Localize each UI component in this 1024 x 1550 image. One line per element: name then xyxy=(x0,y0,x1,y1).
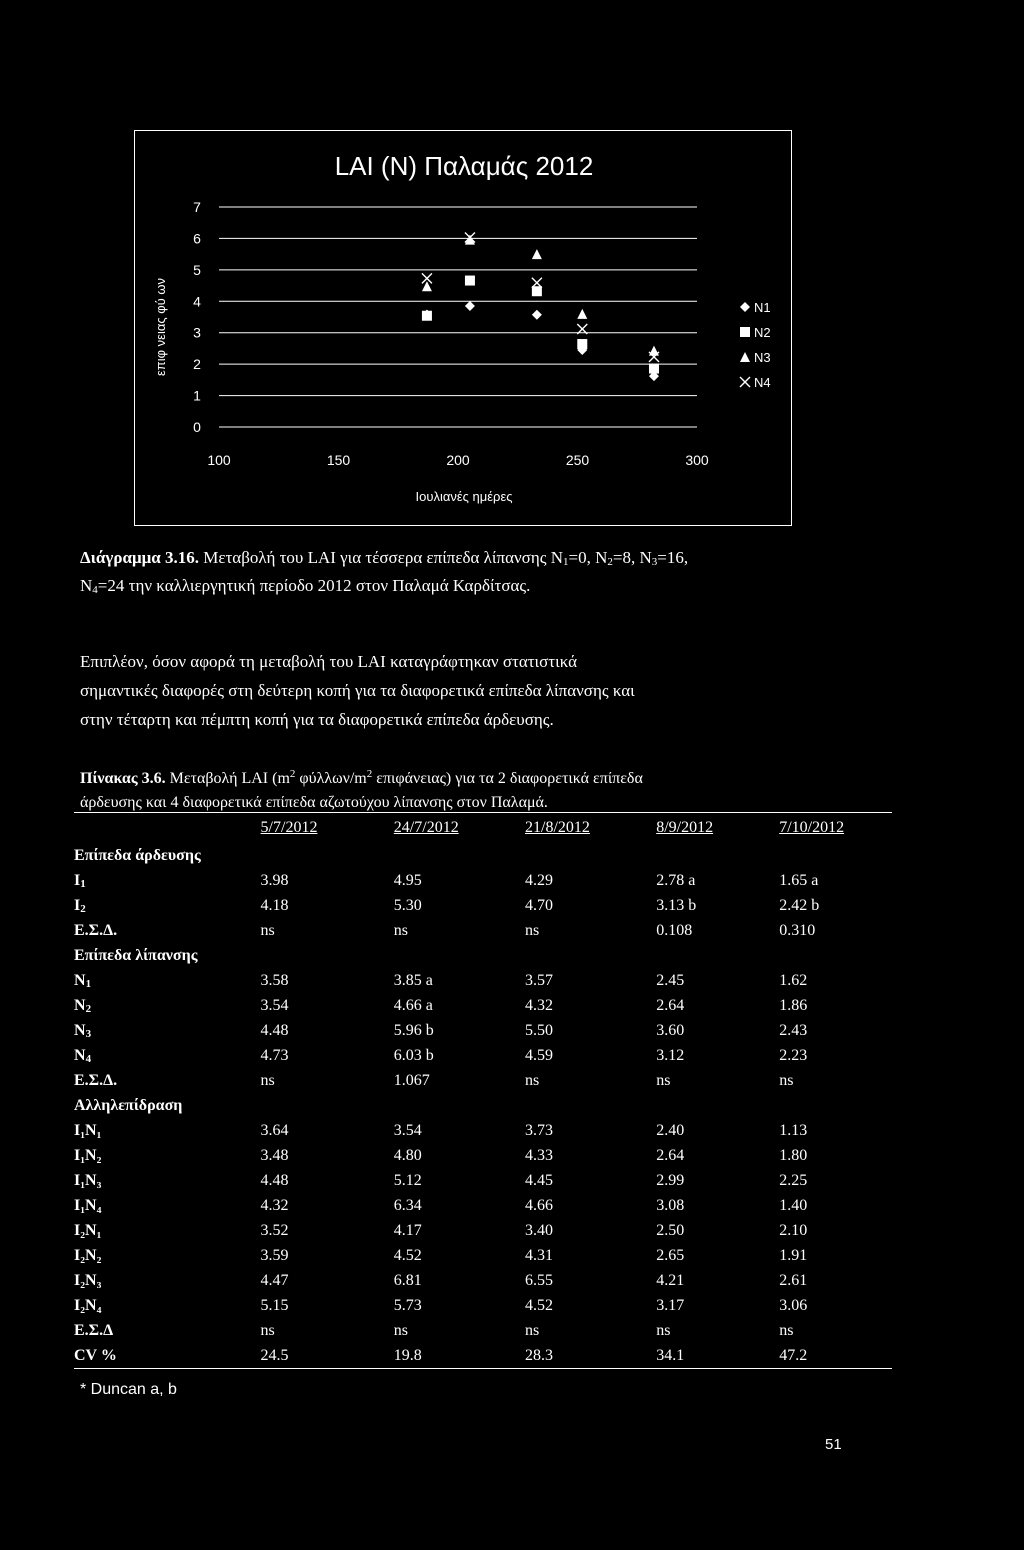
table-cell: 3.60 xyxy=(656,1021,685,1039)
table-row xyxy=(74,1068,892,1093)
table-body xyxy=(74,843,892,1369)
y-tick-label: 0 xyxy=(193,419,201,435)
table-cell: 4.48 xyxy=(260,1021,289,1039)
x-tick-label: 300 xyxy=(685,452,709,468)
row-label-sub: 1 xyxy=(80,877,86,890)
table-cell: 3.54 xyxy=(393,1121,422,1139)
n2-point xyxy=(465,276,475,286)
row-label xyxy=(74,1043,261,1068)
table-row xyxy=(74,868,892,893)
table-cell: 2.61 xyxy=(779,1271,808,1289)
table-row xyxy=(74,1318,892,1343)
row-label-text: N xyxy=(74,996,86,1014)
table-cell: 3.85 a xyxy=(393,971,433,989)
table-cell: 2.64 xyxy=(656,996,685,1014)
table-cell: 3.13 b xyxy=(656,896,697,914)
table-row xyxy=(74,1293,892,1318)
chart-caption-text: =24 την καλλιεργητική περίοδο 2012 στον Παλαμά Καρδίτσας. xyxy=(97,576,531,595)
n1-point xyxy=(740,302,750,312)
table-cell: 2.23 xyxy=(779,1046,808,1064)
table-cell: 5.30 xyxy=(393,896,422,914)
table-cell: 4.59 xyxy=(525,1046,553,1064)
footnote: * Duncan a, b xyxy=(80,1381,177,1398)
table-cell: 1.86 xyxy=(779,996,808,1014)
table-row xyxy=(74,1018,892,1043)
row-label xyxy=(74,1343,261,1369)
table-section-row xyxy=(74,943,892,968)
table-caption-text: Μεταβολή LAI (m xyxy=(169,770,290,787)
row-label xyxy=(74,968,261,993)
row-label-sub: 2 xyxy=(80,902,86,915)
row-label xyxy=(74,1218,261,1243)
table-row xyxy=(74,1243,892,1268)
table-row xyxy=(74,1118,892,1143)
row-label-text: I₂N₃ xyxy=(74,1271,102,1289)
table-cell: 4.18 xyxy=(260,896,289,914)
table-cell: 5.73 xyxy=(393,1296,422,1314)
table-cell: 4.48 xyxy=(260,1171,289,1189)
caption-sub: 2 xyxy=(607,556,613,568)
table-cell: 0.310 xyxy=(779,921,816,939)
table-cell: 6.03 b xyxy=(393,1046,434,1064)
n2-point xyxy=(577,339,587,349)
table-cell: 6.81 xyxy=(393,1271,422,1289)
row-label-text: I₂N₂ xyxy=(74,1246,102,1264)
table-section-row xyxy=(74,843,892,868)
n2-point xyxy=(740,327,750,337)
column-header: 5/7/2012 xyxy=(261,813,394,844)
n3-point xyxy=(577,309,587,319)
y-tick-label: 5 xyxy=(193,261,201,278)
table-cell: 3.08 xyxy=(656,1196,685,1214)
table-cell: 4.32 xyxy=(525,996,553,1014)
x-axis-label: Ιουλιανές ημέρες xyxy=(415,489,513,504)
table-cell: 1.65 a xyxy=(779,871,819,889)
table-cell: ns xyxy=(779,1321,794,1339)
table-cell: 28.3 xyxy=(525,1343,656,1369)
table-row xyxy=(74,993,892,1018)
table-cell: ns xyxy=(260,1321,275,1339)
y-axis-label: επιφ νειας φύ ων xyxy=(153,277,168,377)
table-cell: 4.29 xyxy=(525,871,553,889)
row-label-text: N xyxy=(74,1021,86,1039)
n1-point xyxy=(532,310,542,320)
row-label-text: N xyxy=(74,1046,86,1064)
n2-point xyxy=(532,286,542,296)
row-label xyxy=(74,1293,261,1318)
row-label xyxy=(74,1193,261,1218)
chart-caption xyxy=(80,546,960,602)
chart-caption-text: =0, N xyxy=(568,548,608,567)
table-cell: 5.50 xyxy=(525,1021,553,1039)
row-label xyxy=(74,1168,261,1193)
table-cell: 1.62 xyxy=(779,971,808,989)
table-cell: 3.06 xyxy=(779,1296,808,1314)
n3-point xyxy=(740,352,750,362)
table-cell: 4.73 xyxy=(260,1046,289,1064)
row-label xyxy=(74,1018,261,1043)
row-label-sub: 3 xyxy=(85,1027,92,1040)
table-row xyxy=(74,1143,892,1168)
row-label-text: I₂N₄ xyxy=(74,1296,102,1314)
table-cell: 4.52 xyxy=(525,1296,553,1314)
table-cell: 2.43 xyxy=(779,1021,808,1039)
table-caption-label: Πίνακας 3.6. xyxy=(80,770,166,787)
chart-caption-text: Μεταβολή του LAI για τέσσερα επίπεδα λίπανσης N xyxy=(203,548,563,567)
table-cell: 1.13 xyxy=(779,1121,808,1139)
section-heading: Επίπεδα άρδευσης xyxy=(74,846,201,864)
row-label-text: N xyxy=(74,971,86,989)
table-cell: 1.40 xyxy=(779,1196,808,1214)
row-label xyxy=(74,1143,261,1168)
table-cell: 4.95 xyxy=(393,871,422,889)
y-tick-label: 4 xyxy=(193,293,201,310)
table-cell: 1.80 xyxy=(779,1146,808,1164)
column-header: 8/9/2012 xyxy=(656,813,779,844)
row-label-text: Ε.Σ.Δ. xyxy=(74,921,118,939)
table-cell: 6.55 xyxy=(525,1271,553,1289)
table-row xyxy=(74,1343,892,1369)
table-cell: 4.52 xyxy=(393,1246,422,1264)
row-label-sub: 2 xyxy=(85,1002,92,1015)
caption-sup: 2 xyxy=(289,768,296,780)
table-row xyxy=(74,1168,892,1193)
n2-point xyxy=(422,311,432,321)
table-cell: 4.47 xyxy=(260,1271,289,1289)
row-label xyxy=(74,1068,261,1093)
row-label xyxy=(74,993,261,1018)
y-tick-label: 1 xyxy=(193,387,201,404)
row-label-text: I₁N₃ xyxy=(74,1171,102,1189)
table-cell: ns xyxy=(656,1321,671,1339)
table-cell: 3.54 xyxy=(260,996,289,1014)
table-cell: 3.17 xyxy=(656,1296,685,1314)
chart-caption-text: N xyxy=(80,576,93,595)
n3-point xyxy=(465,235,475,245)
table-cell: 3.52 xyxy=(260,1221,289,1239)
table-cell: 3.59 xyxy=(260,1246,289,1264)
legend-label: N2 xyxy=(754,325,771,340)
body-paragraph xyxy=(80,647,960,734)
table-cell: 4.32 xyxy=(260,1196,289,1214)
table-cell: 4.21 xyxy=(656,1271,685,1289)
table-cell: 24.5 xyxy=(261,1343,394,1369)
n1-point xyxy=(465,301,475,311)
caption-sub: 4 xyxy=(92,584,98,596)
table-cell: ns xyxy=(525,921,540,939)
table-cell: 34.1 xyxy=(656,1343,779,1369)
x-tick-label: 200 xyxy=(446,452,470,468)
row-label xyxy=(74,893,261,918)
page-number: 51 xyxy=(825,1436,842,1453)
row-label xyxy=(74,1268,261,1293)
table-cell: 4.17 xyxy=(393,1221,422,1239)
table-cell: 1.91 xyxy=(779,1246,808,1264)
table-row xyxy=(74,893,892,918)
n3-point xyxy=(532,249,542,259)
caption-sub: 1 xyxy=(562,556,569,568)
table-cell: 4.70 xyxy=(525,896,553,914)
y-tick-label: 3 xyxy=(193,324,201,341)
row-label-sub: 4 xyxy=(85,1052,92,1065)
table-cell: 47.2 xyxy=(779,1343,892,1369)
row-label-text: Ε.Σ.Δ xyxy=(74,1321,114,1339)
table-cell: 5.15 xyxy=(260,1296,289,1314)
paragraph-line: στην τέταρτη και πέμπτη κοπή για τα διαφορετικά επίπεδα άρδευσης. xyxy=(80,710,554,729)
table-cell: 3.40 xyxy=(525,1221,553,1239)
table-cell: 3.48 xyxy=(260,1146,289,1164)
table-row xyxy=(74,968,892,993)
table-cell: 4.66 a xyxy=(393,996,433,1014)
table-cell: ns xyxy=(393,921,409,939)
table-cell: 4.66 xyxy=(525,1196,553,1214)
table-cell: 4.31 xyxy=(525,1246,553,1264)
row-label-text: I₁N₁ xyxy=(74,1121,102,1139)
y-tick-label: 7 xyxy=(193,199,201,215)
row-label-text: I₂N₁ xyxy=(74,1221,102,1239)
row-label-text: I₁N₂ xyxy=(74,1146,102,1164)
table-cell: 19.8 xyxy=(394,1343,525,1369)
x-tick-label: 100 xyxy=(207,452,231,468)
chart-caption-text: =8, N xyxy=(612,548,652,567)
row-label xyxy=(74,1118,261,1143)
table-caption-text: άρδευσης και 4 διαφορετικά επίπεδα αζωτούχου λίπανσης στον Παλαμά. xyxy=(80,794,548,811)
table-cell: 5.96 b xyxy=(393,1021,434,1039)
table-section-row xyxy=(74,1093,892,1118)
x-tick-label: 150 xyxy=(326,452,351,468)
table-cell: ns xyxy=(260,921,275,939)
legend-label: N4 xyxy=(754,375,771,390)
chart-title: LAI (N) Παλαμάς 2012 xyxy=(334,151,594,181)
row-label xyxy=(74,868,261,893)
paragraph-line: σημαντικές διαφορές στη δεύτερη κοπή για τα διαφορετικά επίπεδα λίπανσης και xyxy=(80,681,635,700)
table-cell: 4.80 xyxy=(393,1146,422,1164)
table-row xyxy=(74,1218,892,1243)
table-cell: 2.10 xyxy=(779,1221,808,1239)
table-cell: 3.58 xyxy=(260,971,289,989)
row-label-text: I xyxy=(74,871,81,889)
paragraph-line: Επιπλέον, όσον αφορά τη μεταβολή του LAI καταγράφτηκαν στατιστικά xyxy=(80,652,578,671)
column-header: 7/10/2012 xyxy=(779,813,892,844)
table-cell: ns xyxy=(393,1321,409,1339)
row-label-text: I xyxy=(74,896,81,914)
table-header-blank xyxy=(74,813,261,844)
lai-table xyxy=(74,812,892,1369)
table-cell: 2.64 xyxy=(656,1146,685,1164)
column-header: 21/8/2012 xyxy=(525,813,656,844)
table-row xyxy=(74,918,892,943)
row-label-sub: 1 xyxy=(85,977,92,990)
table-cell: 3.12 xyxy=(656,1046,685,1064)
caption-sup: 2 xyxy=(366,768,373,780)
legend-label: N3 xyxy=(754,350,771,365)
section-heading: Αλληλεπίδραση xyxy=(74,1096,183,1114)
table-cell: 4.33 xyxy=(525,1146,553,1164)
table-caption-text: επιφάνειας) για τα 2 διαφορετικά επίπεδα xyxy=(372,770,643,787)
table-cell: 2.25 xyxy=(779,1171,808,1189)
table-row xyxy=(74,1193,892,1218)
table-header-row xyxy=(74,813,892,844)
row-label-text: Ε.Σ.Δ. xyxy=(74,1071,118,1089)
table-cell: 3.57 xyxy=(525,971,553,989)
row-label-text: CV % xyxy=(74,1346,117,1364)
row-label-text: I₁N₄ xyxy=(74,1196,102,1214)
table-cell: 3.98 xyxy=(260,871,289,889)
row-label xyxy=(74,918,261,943)
table-cell: 2.50 xyxy=(656,1221,685,1239)
table-row xyxy=(74,1268,892,1293)
table-cell: 3.73 xyxy=(525,1121,553,1139)
column-header: 24/7/2012 xyxy=(394,813,525,844)
x-tick-label: 250 xyxy=(565,452,590,468)
table-cell: 2.99 xyxy=(656,1171,685,1189)
table-cell: 2.65 xyxy=(656,1246,685,1264)
lai-chart xyxy=(134,130,792,526)
row-label xyxy=(74,1243,261,1268)
table-cell: 2.78 a xyxy=(656,871,696,889)
table-cell: ns xyxy=(525,1321,540,1339)
table-cell: 6.34 xyxy=(393,1196,422,1214)
table-cell: 2.40 xyxy=(656,1121,685,1139)
section-heading: Επίπεδα λίπανσης xyxy=(74,946,198,964)
lai-chart-svg xyxy=(135,131,793,527)
legend-label: N1 xyxy=(754,300,771,315)
table-cell: 4.45 xyxy=(525,1171,553,1189)
table-cell: 1.067 xyxy=(393,1071,430,1089)
table-row xyxy=(74,1043,892,1068)
table-cell: 3.64 xyxy=(260,1121,289,1139)
chart-caption-text: =16, xyxy=(657,548,689,567)
table-cell: 2.45 xyxy=(656,971,685,989)
y-tick-label: 6 xyxy=(193,230,201,247)
table-cell: ns xyxy=(260,1071,275,1089)
table-cell: 0.108 xyxy=(656,921,693,939)
chart-caption-label: Διάγραμμα 3.16. xyxy=(80,548,199,567)
table-caption xyxy=(80,762,960,815)
row-label xyxy=(74,1318,261,1343)
caption-sub: 3 xyxy=(651,556,658,568)
table-caption-text: φύλλων/m xyxy=(295,770,367,787)
y-tick-label: 2 xyxy=(193,356,201,373)
table-cell: ns xyxy=(779,1071,794,1089)
table-cell: ns xyxy=(525,1071,540,1089)
n2-point xyxy=(649,364,659,374)
table-cell: 5.12 xyxy=(393,1171,422,1189)
table-cell: 2.42 b xyxy=(779,896,820,914)
table-cell: ns xyxy=(656,1071,671,1089)
